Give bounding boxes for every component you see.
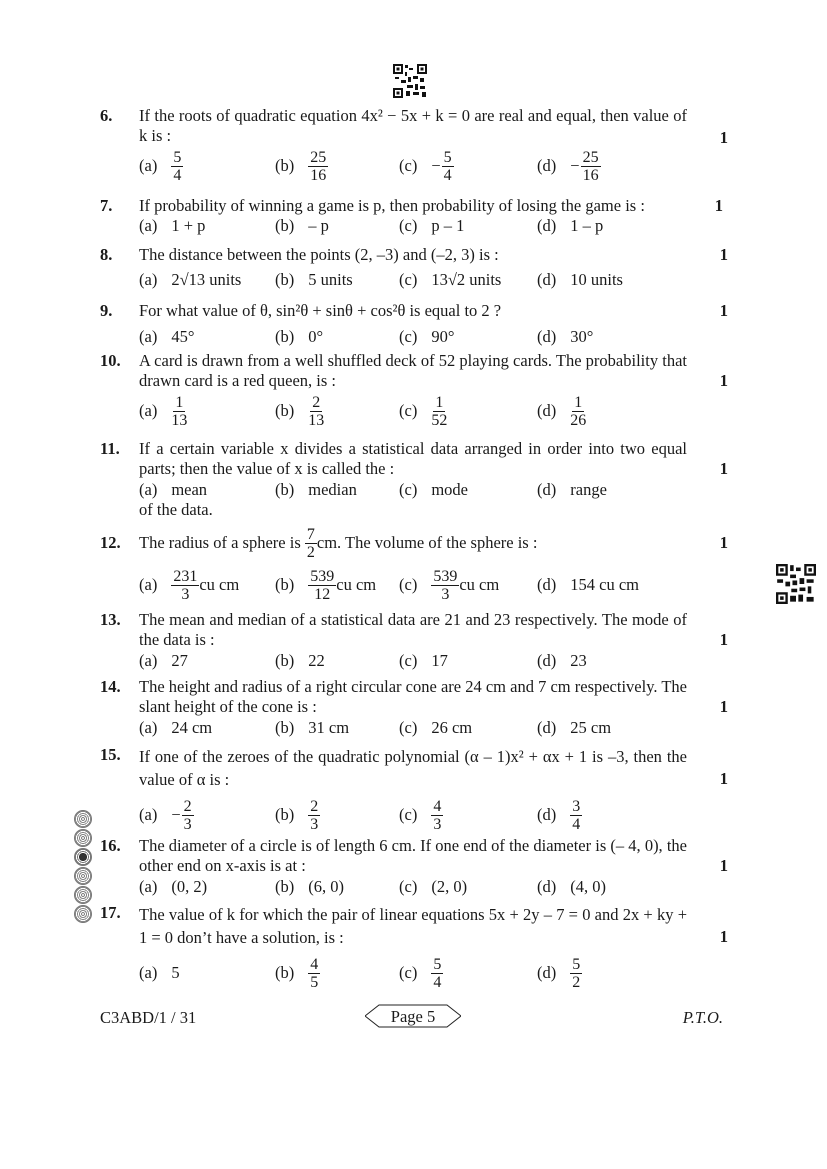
question-text: The value of k for which the pair of linear equations 5x + 2y – 7 = 0 and 2x + ky + 1 = 0 don’t have a solution, is : xyxy=(139,905,687,947)
option-c[interactable]: (c) $\frac{5}{4}$ xyxy=(399,955,442,991)
question-number: 15. xyxy=(100,745,121,764)
option-c[interactable]: (c) mode xyxy=(399,480,468,499)
question-text: If the roots of quadratic equation 4x² − 5x + k = 0 are real and equal, then value of k is : xyxy=(139,106,687,145)
question-number: 16. xyxy=(100,836,121,855)
option-a[interactable]: (a) 27 xyxy=(139,651,188,670)
spiral-icon xyxy=(74,848,92,866)
spiral-icon xyxy=(74,905,92,923)
options xyxy=(139,270,728,290)
question-16 xyxy=(100,836,728,897)
question-17 xyxy=(100,903,728,993)
question-text: If one of the zeroes of the quadratic polynomial (α – 1)x² + αx + 1 is –3, then the value of α is : xyxy=(139,747,687,789)
option-d[interactable]: (d) − $\frac{25}{16}$ xyxy=(537,148,599,184)
question-9 xyxy=(100,301,728,347)
option-c[interactable]: (c) 26 cm xyxy=(399,718,473,737)
options xyxy=(139,391,728,431)
qr-code-top xyxy=(393,64,427,98)
option-c[interactable]: (c) − $\frac{5}{4}$ xyxy=(399,148,452,184)
option-a[interactable]: (a) $\frac{1}{13}$ xyxy=(139,393,188,429)
option-d[interactable]: (d) 1 – p xyxy=(537,216,604,235)
option-c[interactable]: (c) 17 xyxy=(399,651,448,670)
question-text: If probability of winning a game is p, then probability of losing the game is : xyxy=(139,196,645,215)
question-14 xyxy=(100,677,728,738)
option-d[interactable]: (d) (4, 0) xyxy=(537,877,606,896)
question-15 xyxy=(100,745,728,835)
option-d[interactable]: (d) $\frac{5}{2}$ xyxy=(537,955,581,991)
spiral-icon xyxy=(74,886,92,904)
question-number: 17. xyxy=(100,903,121,922)
pto-label: P.T.O. xyxy=(682,1008,723,1027)
option-a[interactable]: (a) 5 xyxy=(139,963,180,982)
option-d[interactable]: (d) 23 xyxy=(537,651,587,670)
question-marks: 1 xyxy=(714,196,723,215)
option-c[interactable]: (c) (2, 0) xyxy=(399,877,468,896)
option-d[interactable]: (d) range xyxy=(537,480,607,499)
question-marks: 1 xyxy=(719,533,728,552)
question-text: The radius of a sphere is $\frac{7}{2}$ cm. The volume of the sphere is : xyxy=(139,525,538,561)
spiral-icon xyxy=(74,829,92,847)
spiral-icon xyxy=(74,867,92,885)
option-a[interactable]: (a) (0, 2) xyxy=(139,877,208,896)
qr-code-side xyxy=(776,564,816,604)
question-13 xyxy=(100,610,728,671)
question-7 xyxy=(100,196,728,236)
option-d[interactable]: (d) 25 cm xyxy=(537,718,612,737)
question-text: The distance between the points (2, –3) and (–2, 3) is : xyxy=(139,245,499,264)
question-text: If a certain variable x divides a statistical data arranged in order into two equal parts; then the value of x is called the : xyxy=(139,439,687,478)
option-b[interactable]: (b) 0° xyxy=(275,327,324,346)
option-d[interactable]: (d) 154 cu cm xyxy=(537,575,639,594)
options xyxy=(139,877,728,897)
question-marks: 1 xyxy=(719,301,728,320)
options xyxy=(139,216,728,236)
question-number: 11. xyxy=(100,439,120,458)
option-c[interactable]: (c) $\frac{1}{52}$ xyxy=(399,393,448,429)
option-b[interactable]: (b) 5 units xyxy=(275,270,353,289)
question-text: A card is drawn from a well shuffled deck of 52 playing cards. The probability that drawn card is a red queen, is : xyxy=(139,351,687,390)
question-marks: 1 xyxy=(719,697,728,716)
option-a[interactable]: (a) 24 cm xyxy=(139,718,213,737)
question-11 xyxy=(100,439,728,520)
option-d[interactable]: (d) $\frac{3}{4}$ xyxy=(537,797,581,833)
question-suffix: of the data. xyxy=(139,500,213,519)
question-number: 14. xyxy=(100,677,121,696)
question-10 xyxy=(100,351,728,431)
page-footer xyxy=(100,1008,723,1028)
question-8 xyxy=(100,245,728,290)
option-c[interactable]: (c) 90° xyxy=(399,327,455,346)
page-number: Page 5 xyxy=(390,1007,436,1026)
option-b[interactable]: (b) $\frac{4}{5}$ xyxy=(275,955,319,991)
option-a[interactable]: (a) $\frac{231}{3}$ cu cm xyxy=(139,567,240,603)
option-b[interactable]: (b) median xyxy=(275,480,357,499)
option-b[interactable]: (b) 31 cm xyxy=(275,718,350,737)
question-marks: 1 xyxy=(719,630,728,649)
page-number-badge xyxy=(365,1004,461,1028)
option-a[interactable]: (a) mean xyxy=(139,480,208,499)
question-marks: 1 xyxy=(719,128,728,147)
question-marks: 1 xyxy=(719,371,728,390)
spiral-icon xyxy=(74,810,92,828)
question-marks: 1 xyxy=(719,769,728,788)
options xyxy=(139,327,728,347)
option-b[interactable]: (b) $\frac{539}{12}$ cu cm xyxy=(275,567,377,603)
option-a[interactable]: (a) 2√13 units xyxy=(139,270,242,289)
option-b[interactable]: (b) $\frac{25}{16}$ xyxy=(275,148,327,184)
question-marks: 1 xyxy=(719,459,728,478)
question-marks: 1 xyxy=(719,856,728,875)
qr-code-icon xyxy=(776,564,816,604)
question-text: The mean and median of a statistical data are 21 and 23 respectively. The mode of the data is : xyxy=(139,610,687,649)
option-a[interactable]: (a) 1 + p xyxy=(139,216,206,235)
question-number: 8. xyxy=(100,245,113,264)
option-d[interactable]: (d) 10 units xyxy=(537,270,623,289)
question-6 xyxy=(100,106,728,186)
question-number: 7. xyxy=(100,196,113,215)
option-d[interactable]: (d) $\frac{1}{26}$ xyxy=(537,393,587,429)
binding-spirals xyxy=(74,810,94,924)
question-number: 9. xyxy=(100,301,113,320)
option-a[interactable]: (a) $\frac{5}{4}$ xyxy=(139,148,182,184)
option-d[interactable]: (d) 30° xyxy=(537,327,594,346)
question-number: 6. xyxy=(100,106,113,125)
option-b[interactable]: (b) (6, 0) xyxy=(275,877,344,896)
question-number: 13. xyxy=(100,610,121,629)
options xyxy=(139,953,728,993)
option-a[interactable]: (a) − $\frac{2}{3}$ xyxy=(139,797,192,833)
options xyxy=(139,146,728,186)
option-c[interactable]: (c) 13√2 units xyxy=(399,270,502,289)
qr-code-icon xyxy=(393,64,427,98)
option-b[interactable]: (b) 22 xyxy=(275,651,325,670)
question-marks: 1 xyxy=(719,245,728,264)
option-b[interactable]: (b) $\frac{2}{13}$ xyxy=(275,393,325,429)
options xyxy=(139,480,728,500)
paper-code: C3ABD/1 / 31 xyxy=(100,1008,197,1027)
options xyxy=(139,795,728,835)
question-marks: 1 xyxy=(719,927,728,946)
question-text: For what value of θ, sin²θ + sinθ + cos²θ is equal to 2 ? xyxy=(139,301,502,320)
question-number: 12. xyxy=(100,533,121,552)
question-text: The diameter of a circle is of length 6 cm. If one end of the diameter is (– 4, 0), the other end on x-axis is at : xyxy=(139,836,687,875)
option-a[interactable]: (a) 45° xyxy=(139,327,195,346)
options xyxy=(139,651,728,671)
option-b[interactable]: (b) $\frac{2}{3}$ xyxy=(275,797,319,833)
question-text: The height and radius of a right circular cone are 24 cm and 7 cm respectively. The slant height of the cone is : xyxy=(139,677,687,716)
option-c[interactable]: (c) $\frac{4}{3}$ xyxy=(399,797,442,833)
option-b[interactable]: (b) – p xyxy=(275,216,329,235)
question-12 xyxy=(100,523,728,605)
question-number: 10. xyxy=(100,351,121,370)
option-c[interactable]: (c) p – 1 xyxy=(399,216,465,235)
options xyxy=(139,565,728,605)
options xyxy=(139,718,728,738)
option-c[interactable]: (c) $\frac{539}{3}$ cu cm xyxy=(399,567,500,603)
